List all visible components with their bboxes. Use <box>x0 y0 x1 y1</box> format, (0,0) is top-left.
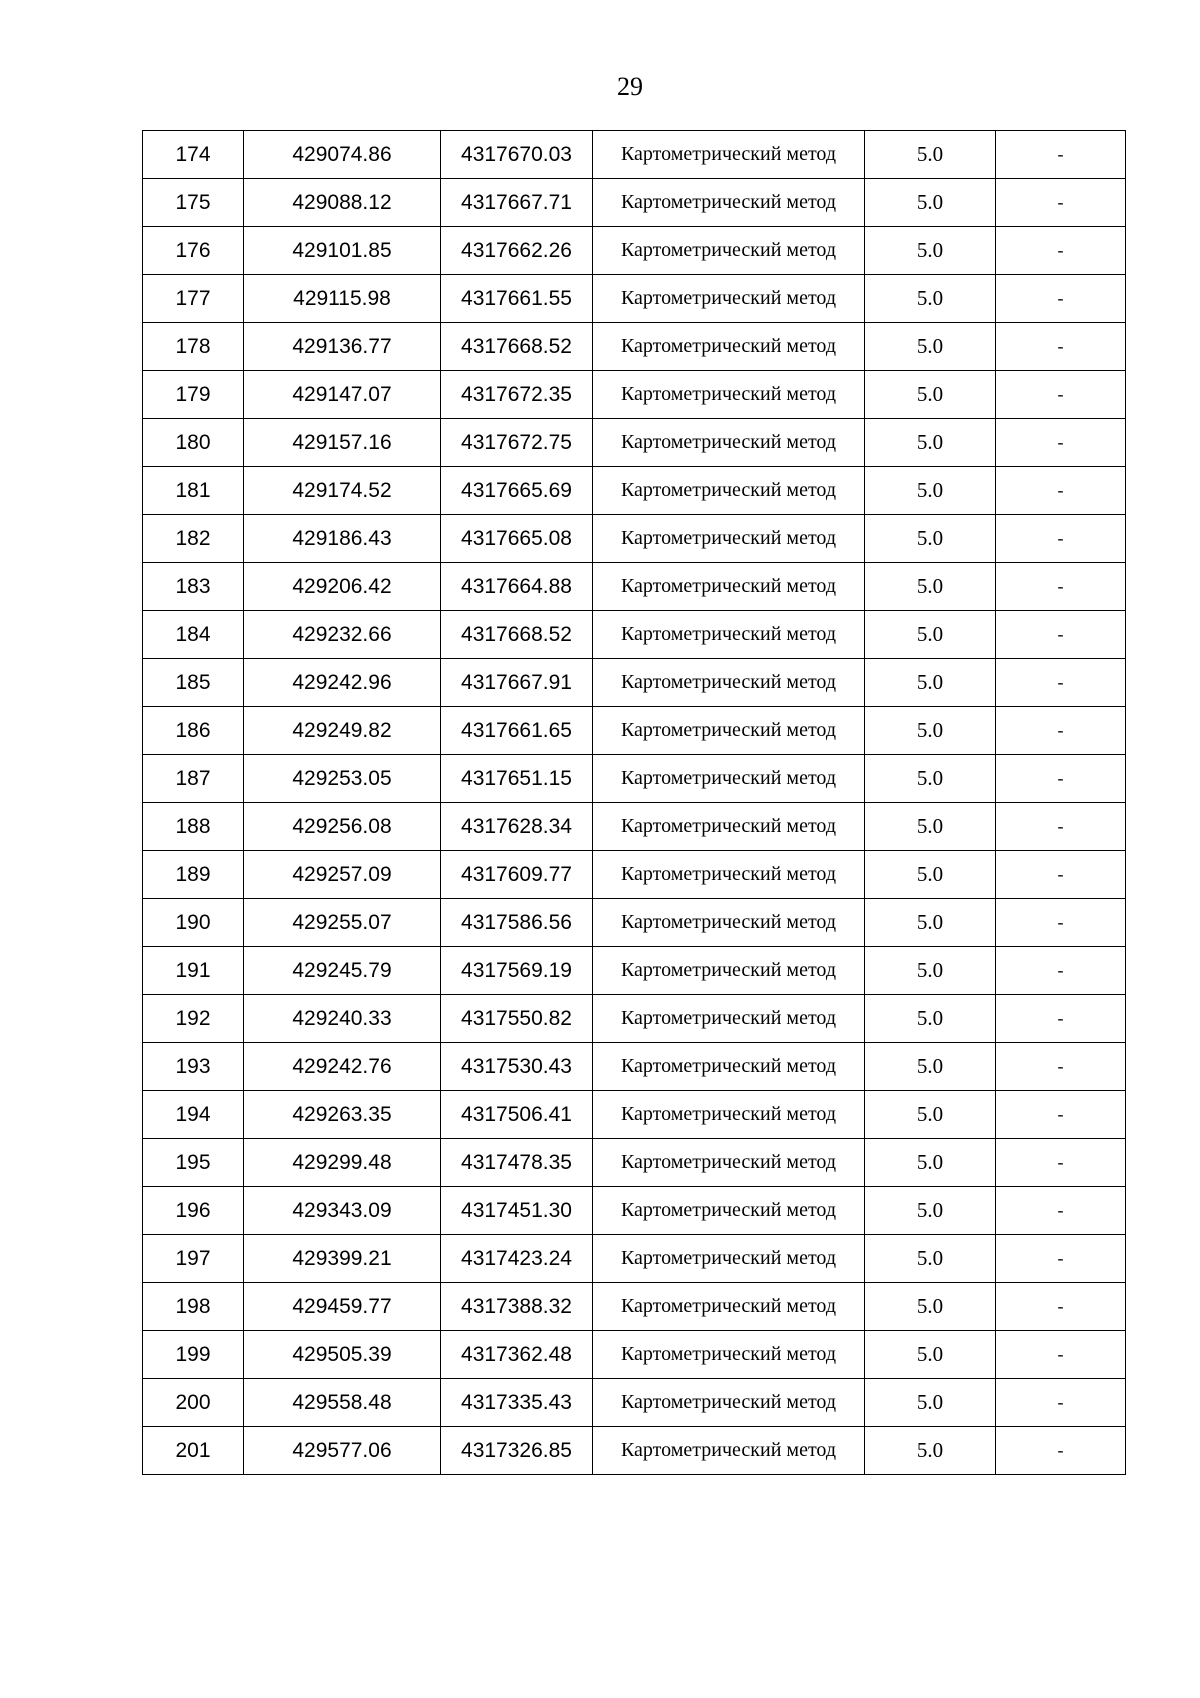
x-coordinate-cell: 429101.85 <box>244 227 441 275</box>
accuracy-cell: 5.0 <box>865 227 996 275</box>
accuracy-cell: 5.0 <box>865 899 996 947</box>
method-cell: Картометрический метод <box>593 1283 865 1331</box>
point-number-cell: 179 <box>143 371 244 419</box>
x-coordinate-cell: 429240.33 <box>244 995 441 1043</box>
accuracy-cell: 5.0 <box>865 131 996 179</box>
table-row <box>143 755 1126 803</box>
method-cell: Картометрический метод <box>593 947 865 995</box>
note-cell: - <box>996 179 1126 227</box>
method-cell: Картометрический метод <box>593 1187 865 1235</box>
method-cell: Картометрический метод <box>593 1091 865 1139</box>
table-body <box>143 131 1126 1475</box>
x-coordinate-cell: 429577.06 <box>244 1427 441 1475</box>
point-number-cell: 200 <box>143 1379 244 1427</box>
method-cell: Картометрический метод <box>593 563 865 611</box>
y-coordinate-cell: 4317506.41 <box>441 1091 593 1139</box>
table-row <box>143 899 1126 947</box>
table-row <box>143 131 1126 179</box>
method-cell: Картометрический метод <box>593 323 865 371</box>
x-coordinate-cell: 429174.52 <box>244 467 441 515</box>
table-row <box>143 803 1126 851</box>
accuracy-cell: 5.0 <box>865 947 996 995</box>
x-coordinate-cell: 429242.76 <box>244 1043 441 1091</box>
x-coordinate-cell: 429157.16 <box>244 419 441 467</box>
accuracy-cell: 5.0 <box>865 515 996 563</box>
y-coordinate-cell: 4317662.26 <box>441 227 593 275</box>
x-coordinate-cell: 429232.66 <box>244 611 441 659</box>
point-number-cell: 188 <box>143 803 244 851</box>
table-row <box>143 227 1126 275</box>
y-coordinate-cell: 4317569.19 <box>441 947 593 995</box>
accuracy-cell: 5.0 <box>865 611 996 659</box>
coordinates-table <box>142 130 1126 1475</box>
accuracy-cell: 5.0 <box>865 563 996 611</box>
table-row <box>143 515 1126 563</box>
accuracy-cell: 5.0 <box>865 1043 996 1091</box>
accuracy-cell: 5.0 <box>865 707 996 755</box>
x-coordinate-cell: 429399.21 <box>244 1235 441 1283</box>
table-row <box>143 995 1126 1043</box>
y-coordinate-cell: 4317550.82 <box>441 995 593 1043</box>
x-coordinate-cell: 429147.07 <box>244 371 441 419</box>
note-cell: - <box>996 131 1126 179</box>
note-cell: - <box>996 707 1126 755</box>
note-cell: - <box>996 1043 1126 1091</box>
note-cell: - <box>996 899 1126 947</box>
x-coordinate-cell: 429249.82 <box>244 707 441 755</box>
method-cell: Картометрический метод <box>593 995 865 1043</box>
x-coordinate-cell: 429245.79 <box>244 947 441 995</box>
x-coordinate-cell: 429115.98 <box>244 275 441 323</box>
method-cell: Картометрический метод <box>593 755 865 803</box>
point-number-cell: 187 <box>143 755 244 803</box>
accuracy-cell: 5.0 <box>865 1235 996 1283</box>
y-coordinate-cell: 4317335.43 <box>441 1379 593 1427</box>
table-row <box>143 1235 1126 1283</box>
y-coordinate-cell: 4317661.55 <box>441 275 593 323</box>
note-cell: - <box>996 1139 1126 1187</box>
y-coordinate-cell: 4317668.52 <box>441 611 593 659</box>
note-cell: - <box>996 467 1126 515</box>
method-cell: Картометрический метод <box>593 899 865 947</box>
accuracy-cell: 5.0 <box>865 179 996 227</box>
accuracy-cell: 5.0 <box>865 323 996 371</box>
note-cell: - <box>996 1091 1126 1139</box>
accuracy-cell: 5.0 <box>865 851 996 899</box>
method-cell: Картометрический метод <box>593 1331 865 1379</box>
note-cell: - <box>996 371 1126 419</box>
table-row <box>143 323 1126 371</box>
point-number-cell: 190 <box>143 899 244 947</box>
point-number-cell: 181 <box>143 467 244 515</box>
method-cell: Картометрический метод <box>593 227 865 275</box>
x-coordinate-cell: 429263.35 <box>244 1091 441 1139</box>
y-coordinate-cell: 4317478.35 <box>441 1139 593 1187</box>
note-cell: - <box>996 419 1126 467</box>
method-cell: Картометрический метод <box>593 1427 865 1475</box>
table-row <box>143 1187 1126 1235</box>
point-number-cell: 185 <box>143 659 244 707</box>
x-coordinate-cell: 429206.42 <box>244 563 441 611</box>
x-coordinate-cell: 429459.77 <box>244 1283 441 1331</box>
accuracy-cell: 5.0 <box>865 419 996 467</box>
point-number-cell: 183 <box>143 563 244 611</box>
point-number-cell: 177 <box>143 275 244 323</box>
note-cell: - <box>996 1379 1126 1427</box>
table-row <box>143 1427 1126 1475</box>
y-coordinate-cell: 4317609.77 <box>441 851 593 899</box>
point-number-cell: 193 <box>143 1043 244 1091</box>
table-row <box>143 1043 1126 1091</box>
point-number-cell: 180 <box>143 419 244 467</box>
x-coordinate-cell: 429242.96 <box>244 659 441 707</box>
table-row <box>143 179 1126 227</box>
accuracy-cell: 5.0 <box>865 1187 996 1235</box>
point-number-cell: 186 <box>143 707 244 755</box>
table-row <box>143 419 1126 467</box>
point-number-cell: 191 <box>143 947 244 995</box>
table-row <box>143 1379 1126 1427</box>
y-coordinate-cell: 4317665.08 <box>441 515 593 563</box>
accuracy-cell: 5.0 <box>865 803 996 851</box>
y-coordinate-cell: 4317388.32 <box>441 1283 593 1331</box>
accuracy-cell: 5.0 <box>865 659 996 707</box>
x-coordinate-cell: 429505.39 <box>244 1331 441 1379</box>
note-cell: - <box>996 323 1126 371</box>
y-coordinate-cell: 4317667.91 <box>441 659 593 707</box>
accuracy-cell: 5.0 <box>865 1139 996 1187</box>
note-cell: - <box>996 563 1126 611</box>
y-coordinate-cell: 4317670.03 <box>441 131 593 179</box>
point-number-cell: 192 <box>143 995 244 1043</box>
x-coordinate-cell: 429136.77 <box>244 323 441 371</box>
note-cell: - <box>996 275 1126 323</box>
x-coordinate-cell: 429255.07 <box>244 899 441 947</box>
y-coordinate-cell: 4317668.52 <box>441 323 593 371</box>
y-coordinate-cell: 4317664.88 <box>441 563 593 611</box>
note-cell: - <box>996 1331 1126 1379</box>
note-cell: - <box>996 227 1126 275</box>
note-cell: - <box>996 611 1126 659</box>
note-cell: - <box>996 515 1126 563</box>
x-coordinate-cell: 429088.12 <box>244 179 441 227</box>
method-cell: Картометрический метод <box>593 131 865 179</box>
accuracy-cell: 5.0 <box>865 1283 996 1331</box>
y-coordinate-cell: 4317530.43 <box>441 1043 593 1091</box>
point-number-cell: 201 <box>143 1427 244 1475</box>
method-cell: Картометрический метод <box>593 851 865 899</box>
note-cell: - <box>996 1187 1126 1235</box>
method-cell: Картометрический метод <box>593 1043 865 1091</box>
point-number-cell: 194 <box>143 1091 244 1139</box>
table-row <box>143 947 1126 995</box>
method-cell: Картометрический метод <box>593 419 865 467</box>
accuracy-cell: 5.0 <box>865 755 996 803</box>
method-cell: Картометрический метод <box>593 707 865 755</box>
y-coordinate-cell: 4317667.71 <box>441 179 593 227</box>
method-cell: Картометрический метод <box>593 179 865 227</box>
table-row <box>143 275 1126 323</box>
method-cell: Картометрический метод <box>593 1379 865 1427</box>
method-cell: Картометрический метод <box>593 1235 865 1283</box>
note-cell: - <box>996 995 1126 1043</box>
table-row <box>143 1091 1126 1139</box>
x-coordinate-cell: 429253.05 <box>244 755 441 803</box>
table-row <box>143 851 1126 899</box>
page-number: 29 <box>617 72 643 101</box>
point-number-cell: 182 <box>143 515 244 563</box>
table-row <box>143 659 1126 707</box>
point-number-cell: 196 <box>143 1187 244 1235</box>
accuracy-cell: 5.0 <box>865 1379 996 1427</box>
x-coordinate-cell: 429343.09 <box>244 1187 441 1235</box>
y-coordinate-cell: 4317651.15 <box>441 755 593 803</box>
table-row <box>143 371 1126 419</box>
method-cell: Картометрический метод <box>593 371 865 419</box>
y-coordinate-cell: 4317586.56 <box>441 899 593 947</box>
table-row <box>143 611 1126 659</box>
note-cell: - <box>996 851 1126 899</box>
accuracy-cell: 5.0 <box>865 275 996 323</box>
y-coordinate-cell: 4317423.24 <box>441 1235 593 1283</box>
y-coordinate-cell: 4317326.85 <box>441 1427 593 1475</box>
note-cell: - <box>996 1427 1126 1475</box>
y-coordinate-cell: 4317451.30 <box>441 1187 593 1235</box>
table-row <box>143 1331 1126 1379</box>
y-coordinate-cell: 4317672.75 <box>441 419 593 467</box>
note-cell: - <box>996 1283 1126 1331</box>
method-cell: Картометрический метод <box>593 803 865 851</box>
accuracy-cell: 5.0 <box>865 995 996 1043</box>
point-number-cell: 175 <box>143 179 244 227</box>
x-coordinate-cell: 429299.48 <box>244 1139 441 1187</box>
table-row <box>143 1139 1126 1187</box>
x-coordinate-cell: 429186.43 <box>244 515 441 563</box>
point-number-cell: 189 <box>143 851 244 899</box>
point-number-cell: 174 <box>143 131 244 179</box>
table-row <box>143 467 1126 515</box>
x-coordinate-cell: 429558.48 <box>244 1379 441 1427</box>
point-number-cell: 178 <box>143 323 244 371</box>
point-number-cell: 199 <box>143 1331 244 1379</box>
table-row <box>143 1283 1126 1331</box>
x-coordinate-cell: 429256.08 <box>244 803 441 851</box>
accuracy-cell: 5.0 <box>865 371 996 419</box>
note-cell: - <box>996 1235 1126 1283</box>
accuracy-cell: 5.0 <box>865 1091 996 1139</box>
method-cell: Картометрический метод <box>593 275 865 323</box>
accuracy-cell: 5.0 <box>865 1427 996 1475</box>
x-coordinate-cell: 429074.86 <box>244 131 441 179</box>
table-row <box>143 707 1126 755</box>
y-coordinate-cell: 4317628.34 <box>441 803 593 851</box>
method-cell: Картометрический метод <box>593 611 865 659</box>
method-cell: Картометрический метод <box>593 659 865 707</box>
y-coordinate-cell: 4317672.35 <box>441 371 593 419</box>
y-coordinate-cell: 4317362.48 <box>441 1331 593 1379</box>
method-cell: Картометрический метод <box>593 1139 865 1187</box>
method-cell: Картометрический метод <box>593 467 865 515</box>
note-cell: - <box>996 803 1126 851</box>
y-coordinate-cell: 4317665.69 <box>441 467 593 515</box>
point-number-cell: 198 <box>143 1283 244 1331</box>
point-number-cell: 197 <box>143 1235 244 1283</box>
point-number-cell: 184 <box>143 611 244 659</box>
method-cell: Картометрический метод <box>593 515 865 563</box>
x-coordinate-cell: 429257.09 <box>244 851 441 899</box>
accuracy-cell: 5.0 <box>865 1331 996 1379</box>
point-number-cell: 176 <box>143 227 244 275</box>
y-coordinate-cell: 4317661.65 <box>441 707 593 755</box>
accuracy-cell: 5.0 <box>865 467 996 515</box>
note-cell: - <box>996 947 1126 995</box>
table-row <box>143 563 1126 611</box>
note-cell: - <box>996 659 1126 707</box>
point-number-cell: 195 <box>143 1139 244 1187</box>
note-cell: - <box>996 755 1126 803</box>
